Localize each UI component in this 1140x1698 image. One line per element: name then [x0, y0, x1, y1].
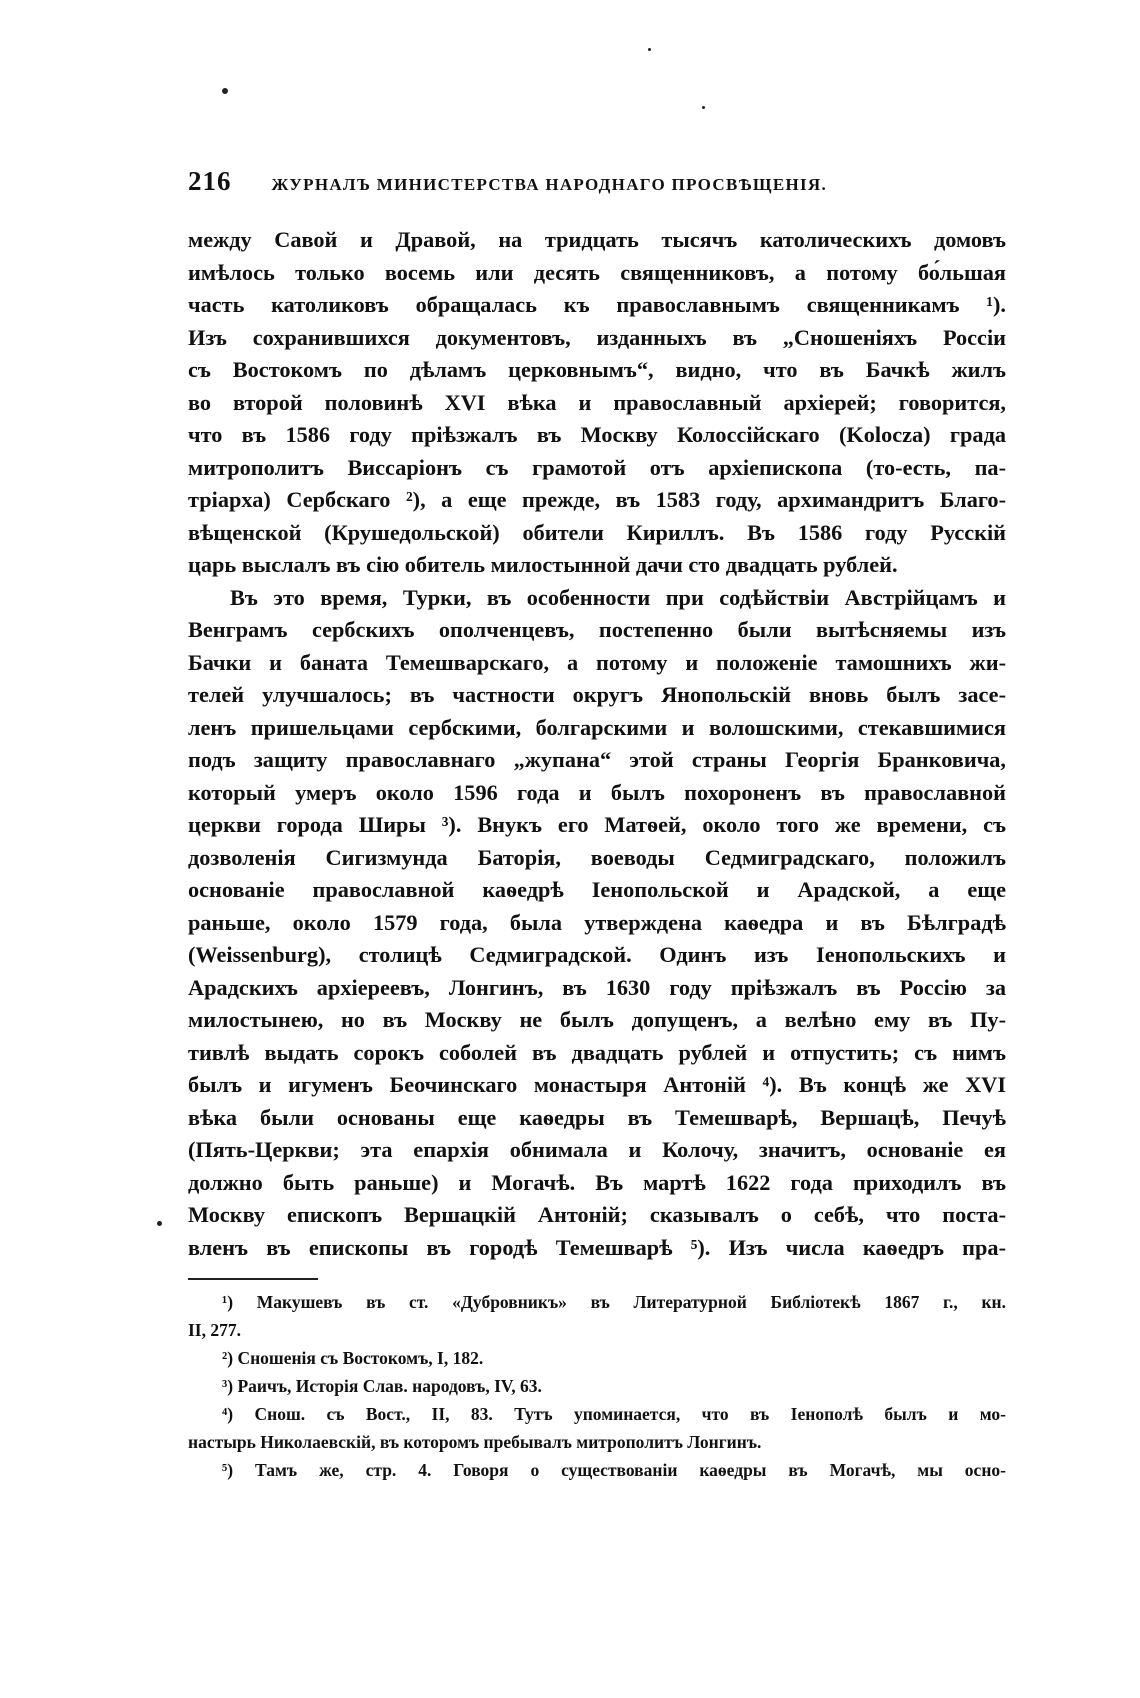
footnote-line: ⁴) Снош. съ Вост., II, 83. Тутъ упоминается, что въ Іенополѣ былъ и мо- — [222, 1404, 1006, 1424]
body-line: Арадскихъ архіереевъ, Лонгинъ, въ 1630 году пріѣзжалъ въ Россію за — [188, 974, 1006, 1000]
footnote-line: настырь Николаевскій, въ которомъ пребывалъ митрополитъ Лонгинъ. — [188, 1432, 762, 1452]
body-line: Москву епископъ Вершацкій Антоній; сказывалъ о себѣ, что поста- — [188, 1202, 1006, 1227]
body-line: царь выслалъ въ сію обитель милостынной дачи сто двадцать рублей. — [188, 552, 898, 577]
body-line: вѣщенской (Крушедольской) обители Кириллъ. Въ 1586 году Русскій — [188, 519, 1006, 545]
body-line: что въ 1586 году пріѣзжалъ въ Москву Колоссійскаго (Kolocza) града — [188, 422, 1006, 447]
body-line: между Савой и Дравой, на тридцать тысячъ католическихъ домовъ — [188, 227, 1006, 252]
footnote-divider — [188, 1278, 318, 1280]
body-line: съ Востокомъ по дѣламъ церковнымъ“, видно, что въ Бачкѣ жилъ — [188, 357, 1006, 382]
body-line: во второй половинѣ XVI вѣка и православный архіерей; говорится, — [188, 389, 1006, 415]
body-line: который умеръ около 1596 года и былъ похороненъ въ православной — [188, 779, 1006, 805]
body-line: Венграмъ сербскихъ ополченцевъ, постепенно были вытѣсняемы изъ — [188, 617, 1006, 642]
footnote-line: II, 277. — [188, 1320, 241, 1340]
body-line: раньше, около 1579 года, была утверждена каѳедра и въ Бѣлградѣ — [188, 909, 1006, 935]
page-header — [188, 166, 1006, 202]
scan-speck — [648, 48, 651, 51]
body-line: былъ и игуменъ Беочинскаго монастыря Антоній ⁴). Въ концѣ же XVI — [188, 1072, 1006, 1097]
page-number: 216 — [188, 166, 232, 196]
body-line: подъ защиту православнаго „жупана“ этой страны Георгія Бранковича, — [188, 747, 1006, 772]
footnotes — [188, 1288, 1006, 1484]
scan-speck — [222, 88, 228, 94]
body-line: церкви города Ширы ³). Внукъ его Матѳей, около того же времени, съ — [188, 812, 1006, 837]
body-line: милостынею, но въ Москву не былъ допущенъ, а велѣно ему въ Пу- — [188, 1007, 1006, 1032]
body-line: вленъ въ епископы въ городѣ Темешварѣ ⁵). Изъ числа каѳедръ пра- — [188, 1234, 1006, 1260]
running-head: ЖУРНАЛЪ МИНИСТЕРСТВА НАРОДНАГО ПРОСВѢЩЕНІЯ. — [271, 175, 828, 194]
footnote-line: ²) Сношенія съ Востокомъ, I, 182. — [222, 1348, 484, 1368]
scan-speck — [157, 1221, 162, 1226]
footnote-line: ¹) Макушевъ въ ст. «Дубровникъ» въ Литературной Библіотекѣ 1867 г., кн. — [222, 1292, 1006, 1312]
body-line: ленъ пришельцами сербскими, болгарскими и волошскими, стекавшимися — [188, 714, 1006, 740]
body-line: вѣка были основаны еще каѳедры въ Темешварѣ, Вершацѣ, Печуѣ — [188, 1104, 1006, 1130]
body-line: (Weissenburg), столицѣ Седмиградской. Одинъ изъ Іенопольскихъ и — [188, 942, 1006, 967]
body-line: тивлѣ выдать сорокъ соболей въ двадцать рублей и отпустить; съ нимъ — [188, 1039, 1006, 1065]
body-line: тріарха) Сербскаго ²), а еще прежде, въ 1583 году, архимандритъ Благо- — [188, 487, 1006, 512]
body-line: имѣлось только восемь или десять священниковъ, а потому бо́льшая — [188, 259, 1006, 285]
scan-speck — [702, 106, 705, 109]
body-line: основаніе православной каѳедрѣ Іенопольской и Арадской, а еще — [188, 877, 1006, 902]
footnote-line: ⁵) Тамъ же, стр. 4. Говоря о существованіи каѳедры въ Могачѣ, мы осно- — [222, 1460, 1006, 1480]
body-line: дозволенія Сигизмунда Баторія, воеводы Седмиградскаго, положилъ — [188, 844, 1006, 870]
body-line: Въ это время, Турки, въ особенности при содѣйствіи Австрійцамъ и — [230, 584, 1006, 610]
body-line: митрополитъ Виссаріонъ съ грамотой отъ архіепископа (то-есть, па- — [188, 454, 1006, 480]
body-text — [188, 224, 1006, 1264]
body-line: должно быть раньше) и Могачѣ. Въ мартѣ 1622 года приходилъ въ — [188, 1169, 1006, 1195]
body-line: часть католиковъ обращалась къ православнымъ священникамъ ¹). — [188, 292, 1006, 317]
body-line: Изъ сохранившихся документовъ, изданныхъ въ „Сношеніяхъ Россіи — [188, 324, 1006, 350]
body-line: (Пять-Церкви; эта епархія обнимала и Колочу, значитъ, основаніе ея — [188, 1137, 1006, 1162]
body-line: Бачки и баната Темешварскаго, а потому и положеніе тамошнихъ жи- — [188, 649, 1006, 675]
body-line: телей улучшалось; въ частности округъ Янопольскій вновь былъ засе- — [188, 682, 1006, 707]
footnote-line: ³) Раичъ, Исторія Слав. народовъ, IV, 63. — [222, 1376, 542, 1396]
